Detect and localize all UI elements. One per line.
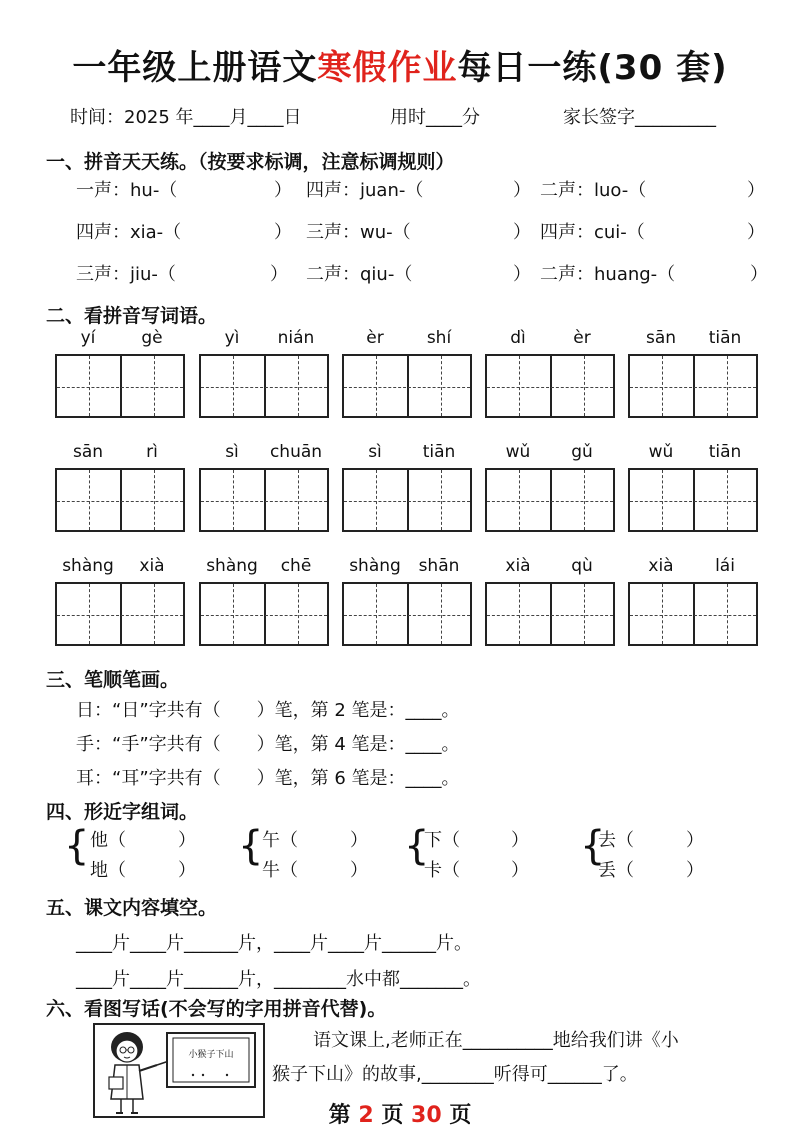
writing-box[interactable] [342,582,472,646]
section3-heading: 三、笔顺笔画。 [46,669,180,691]
pinyin-label: gè [141,328,163,348]
pinyin-label: xià [139,556,165,576]
pair-char: 去（ [598,830,634,851]
tone-item: 四声：juan-（ [306,180,424,201]
pinyin-label: wǔ [505,442,531,462]
signature-field: 家长签字_________ [563,107,716,128]
page-footer: 第 2 页 30 页 [328,1103,472,1128]
writing-box[interactable] [55,354,185,418]
writing-box[interactable] [199,582,329,646]
title-part1: 一年级上册语文 [72,48,318,88]
brace: { [238,823,264,869]
duration-field: 用时____分 [390,107,480,128]
section6-heading: 六、看图写话(不会写的字用拼音代替)。 [46,998,387,1020]
writing-box[interactable] [199,468,329,532]
writing-box[interactable] [628,582,758,646]
pinyin-label: qù [571,556,593,576]
fill-line-2: ____片____片______片，________水中都_______。 [76,969,481,990]
pinyin-label: xià [505,556,531,576]
pinyin-label: chuān [269,442,323,462]
pinyin-label: rì [146,442,158,462]
writing-box[interactable] [485,582,615,646]
title-highlight: 寒假作业 [317,48,458,88]
stroke-question: 手：“手”字共有（ ）笔，第 4 笔是：____。 [76,734,460,755]
section2-heading: 二、看拼音写词语。 [46,305,218,327]
section5-heading: 五、课文内容填空。 [46,897,218,919]
writing-box[interactable] [485,468,615,532]
pinyin-label: yì [224,328,240,348]
pinyin-label: chē [280,556,312,576]
tone-item: 三声：wu-（ [306,222,411,243]
section1-heading: 一、拼音天天练。（按要求标调，注意标调规则） [46,151,455,173]
writing-line-2: 猴子下山》的故事,________听得可______了。 [272,1064,638,1085]
pinyin-label: shàng [62,556,114,576]
pair-char: 地（ [90,860,126,881]
writing-box[interactable] [342,468,472,532]
pinyin-label: shàng [349,556,401,576]
pinyin-label: yí [80,328,96,348]
pair-char: 他（ [90,830,126,851]
pair-char: 牛（ [262,860,298,881]
pair-char: 下（ [424,830,460,851]
board-text: 小猴子下山 [188,1050,234,1060]
pinyin-label: xià [648,556,674,576]
stroke-question: 耳：“耳”字共有（ ）笔，第 6 笔是：____。 [76,768,460,789]
pair-char: 卡（ [424,860,460,881]
pinyin-label: shí [426,328,452,348]
pinyin-label: sān [72,442,104,462]
writing-box[interactable] [55,468,185,532]
writing-box[interactable] [199,354,329,418]
writing-box[interactable] [342,354,472,418]
pinyin-label: shàng [206,556,258,576]
tone-item: 二声：qiu-（ [306,264,413,285]
writing-line-1: 语文课上,老师正在__________地给我们讲《小 [313,1030,679,1051]
date-field: 时间：2025 年____月____日 [70,107,302,128]
pair-char: 丢（ [598,860,634,881]
pinyin-label: sì [368,442,382,462]
writing-box[interactable] [628,354,758,418]
pinyin-label: lái [715,556,735,576]
section4-heading: 四、形近字组词。 [46,801,199,823]
page-number: 2 [358,1103,374,1128]
tone-item: 二声：huang-（ [540,264,676,285]
writing-box[interactable] [628,468,758,532]
total-pages: 30 [411,1103,442,1128]
brace: { [580,823,606,869]
pinyin-label: wǔ [648,442,674,462]
pinyin-label: tiān [422,442,456,462]
fill-line-1: ____片____片______片，____片____片______片。 [76,933,472,954]
pinyin-label: tiān [708,442,742,462]
stroke-question: 日：“日”字共有（ ）笔，第 2 笔是：____。 [76,700,460,721]
tone-item: 一声：hu-（ [76,180,178,201]
pinyin-label: sì [225,442,239,462]
pinyin-label: shān [418,556,460,576]
pinyin-label: nián [277,328,315,348]
pair-char: 午（ [262,830,298,851]
brace: { [64,823,90,869]
writing-box[interactable] [55,582,185,646]
brace: { [404,823,430,869]
tone-item: 四声：cui-（ [540,222,645,243]
pinyin-label: sān [645,328,677,348]
tone-item: 二声：luo-（ [540,180,647,201]
pinyin-label: èr [573,328,591,348]
pinyin-label: èr [366,328,384,348]
pinyin-label: gǔ [571,442,593,462]
tone-item: 四声：xia-（ [76,222,182,243]
pinyin-label: tiān [708,328,742,348]
page-title [0,40,800,89]
writing-box[interactable] [485,354,615,418]
title-part3: 每日一练(30 套) [457,48,728,88]
tone-item: 三声：jiu-（ [76,264,176,285]
pinyin-label: dì [510,328,526,348]
